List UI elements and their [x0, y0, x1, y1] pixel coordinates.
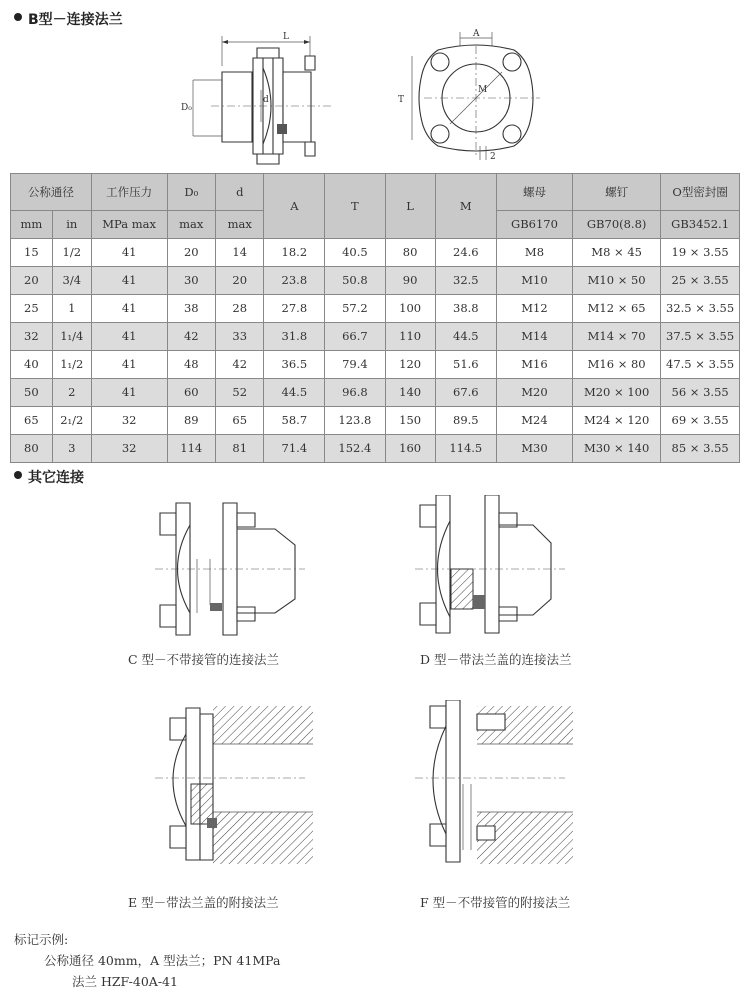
- cell-mm: 50: [11, 379, 53, 407]
- cell-A: 44.5: [264, 379, 325, 407]
- cell-D0: 20: [167, 239, 215, 267]
- caption-e-type: E 型－带法兰盖的附接法兰: [128, 895, 279, 910]
- cell-oring: 37.5 × 3.55: [661, 323, 740, 351]
- cell-A: 23.8: [264, 267, 325, 295]
- cell-M: 24.6: [435, 239, 496, 267]
- cell-screw: M8 × 45: [573, 239, 661, 267]
- cell-in: 3: [52, 435, 91, 463]
- cell-T: 57.2: [325, 295, 385, 323]
- section-heading-b-type: B型－连接法兰: [14, 9, 123, 29]
- cell-in: 1/2: [52, 239, 91, 267]
- cell-in: 3/4: [52, 267, 91, 295]
- cell-in: 1₁/4: [52, 323, 91, 351]
- marking-example-title: 标记示例:: [14, 932, 69, 947]
- cell-d: 28: [216, 295, 264, 323]
- table-row: [11, 351, 740, 379]
- cell-nut: M12: [496, 295, 572, 323]
- cell-L: 140: [385, 379, 435, 407]
- table-row: [11, 407, 740, 435]
- cell-pressure: 41: [91, 267, 167, 295]
- cell-oring: 69 × 3.55: [661, 407, 740, 435]
- cell-d: 33: [216, 323, 264, 351]
- cell-screw: M16 × 80: [573, 351, 661, 379]
- marking-example-line-2: 法兰 HZF-40A-41: [72, 974, 178, 989]
- cell-oring: 32.5 × 3.55: [661, 295, 740, 323]
- caption-d-type: D 型－带法兰盖的连接法兰: [420, 652, 572, 667]
- cell-mm: 25: [11, 295, 53, 323]
- cell-M: 44.5: [435, 323, 496, 351]
- cell-D0: 89: [167, 407, 215, 435]
- cell-in: 1: [52, 295, 91, 323]
- table-row: [11, 295, 740, 323]
- table-row: [11, 379, 740, 407]
- cell-mm: 40: [11, 351, 53, 379]
- cell-in: 2₁/2: [52, 407, 91, 435]
- cell-A: 31.8: [264, 323, 325, 351]
- cell-screw: M30 × 140: [573, 435, 661, 463]
- table-row: [11, 239, 740, 267]
- cell-D0: 30: [167, 267, 215, 295]
- cell-nut: M24: [496, 407, 572, 435]
- e-type-drawing: [155, 700, 315, 870]
- bullet-icon: [14, 471, 22, 479]
- cell-A: 36.5: [264, 351, 325, 379]
- cell-T: 40.5: [325, 239, 385, 267]
- cell-screw: M10 × 50: [573, 267, 661, 295]
- unit-max-d: max: [216, 211, 264, 239]
- cell-M: 114.5: [435, 435, 496, 463]
- std-gb70: GB70(8.8): [573, 211, 661, 239]
- col-M: M: [435, 174, 496, 239]
- cell-T: 96.8: [325, 379, 385, 407]
- cell-nut: M10: [496, 267, 572, 295]
- unit-max-D0: max: [167, 211, 215, 239]
- f-type-drawing: [415, 700, 575, 870]
- cell-mm: 65: [11, 407, 53, 435]
- cell-screw: M20 × 100: [573, 379, 661, 407]
- caption-c-type: C 型－不带接管的连接法兰: [128, 652, 280, 667]
- col-nominal-diameter: 公称通径: [11, 174, 92, 211]
- dim-label-2: 2: [490, 152, 496, 162]
- caption-f-type: F 型－不带接管的附接法兰: [420, 895, 571, 910]
- cell-A: 71.4: [264, 435, 325, 463]
- cell-d: 81: [216, 435, 264, 463]
- cell-L: 100: [385, 295, 435, 323]
- cell-M: 89.5: [435, 407, 496, 435]
- cell-pressure: 32: [91, 435, 167, 463]
- std-gb6170: GB6170: [496, 211, 572, 239]
- cell-D0: 38: [167, 295, 215, 323]
- unit-mpa: MPa max: [91, 211, 167, 239]
- cell-A: 58.7: [264, 407, 325, 435]
- cell-L: 110: [385, 323, 435, 351]
- cell-L: 150: [385, 407, 435, 435]
- c-type-drawing: [155, 495, 315, 645]
- b-type-front-view-drawing: [390, 28, 565, 168]
- col-T: T: [325, 174, 385, 239]
- cell-pressure: 41: [91, 351, 167, 379]
- cell-pressure: 41: [91, 379, 167, 407]
- dim-label-T: T: [398, 95, 405, 105]
- col-working-pressure: 工作压力: [91, 174, 167, 211]
- cell-mm: 32: [11, 323, 53, 351]
- b-type-side-view-drawing: [175, 28, 355, 168]
- spec-table: [10, 173, 740, 463]
- cell-T: 50.8: [325, 267, 385, 295]
- cell-L: 160: [385, 435, 435, 463]
- cell-nut: M30: [496, 435, 572, 463]
- cell-oring: 85 × 3.55: [661, 435, 740, 463]
- cell-pressure: 41: [91, 323, 167, 351]
- d-type-drawing: [415, 495, 575, 645]
- std-gb3452: GB3452.1: [661, 211, 740, 239]
- cell-d: 20: [216, 267, 264, 295]
- unit-mm: mm: [11, 211, 53, 239]
- cell-in: 1₁/2: [52, 351, 91, 379]
- cell-D0: 114: [167, 435, 215, 463]
- col-L: L: [385, 174, 435, 239]
- cell-D0: 48: [167, 351, 215, 379]
- col-d: d: [216, 174, 264, 211]
- bullet-icon: [14, 13, 22, 21]
- cell-nut: M20: [496, 379, 572, 407]
- cell-M: 38.8: [435, 295, 496, 323]
- table-row: [11, 267, 740, 295]
- cell-nut: M16: [496, 351, 572, 379]
- cell-M: 51.6: [435, 351, 496, 379]
- section-heading-other: 其它连接: [14, 467, 84, 487]
- cell-mm: 80: [11, 435, 53, 463]
- cell-A: 18.2: [264, 239, 325, 267]
- cell-pressure: 41: [91, 295, 167, 323]
- col-nut: 螺母: [496, 174, 572, 211]
- table-header-row-1: [11, 174, 740, 211]
- cell-d: 65: [216, 407, 264, 435]
- cell-oring: 25 × 3.55: [661, 267, 740, 295]
- cell-screw: M12 × 65: [573, 295, 661, 323]
- cell-oring: 19 × 3.55: [661, 239, 740, 267]
- cell-L: 120: [385, 351, 435, 379]
- cell-pressure: 32: [91, 407, 167, 435]
- cell-screw: M14 × 70: [573, 323, 661, 351]
- cell-T: 66.7: [325, 323, 385, 351]
- cell-nut: M14: [496, 323, 572, 351]
- dim-label-M: M: [478, 85, 488, 95]
- col-oring: O型密封圈: [661, 174, 740, 211]
- cell-in: 2: [52, 379, 91, 407]
- table-row: [11, 435, 740, 463]
- cell-d: 52: [216, 379, 264, 407]
- cell-pressure: 41: [91, 239, 167, 267]
- col-A: A: [264, 174, 325, 239]
- cell-mm: 15: [11, 239, 53, 267]
- cell-L: 90: [385, 267, 435, 295]
- cell-L: 80: [385, 239, 435, 267]
- cell-d: 42: [216, 351, 264, 379]
- cell-D0: 60: [167, 379, 215, 407]
- table-row: [11, 323, 740, 351]
- cell-T: 79.4: [325, 351, 385, 379]
- cell-oring: 56 × 3.55: [661, 379, 740, 407]
- dim-label-A: A: [473, 29, 480, 39]
- cell-screw: M24 × 120: [573, 407, 661, 435]
- cell-A: 27.8: [264, 295, 325, 323]
- dim-label-D0: D₀: [181, 103, 192, 113]
- cell-mm: 20: [11, 267, 53, 295]
- cell-M: 32.5: [435, 267, 496, 295]
- marking-example-line-1: 公称通径 40mm，A 型法兰；PN 41MPa: [44, 953, 281, 968]
- cell-M: 67.6: [435, 379, 496, 407]
- cell-nut: M8: [496, 239, 572, 267]
- cell-T: 152.4: [325, 435, 385, 463]
- cell-T: 123.8: [325, 407, 385, 435]
- col-screw: 螺钉: [573, 174, 661, 211]
- cell-oring: 47.5 × 3.55: [661, 351, 740, 379]
- cell-d: 14: [216, 239, 264, 267]
- cell-D0: 42: [167, 323, 215, 351]
- dim-label-L: L: [283, 32, 289, 42]
- col-D0: D₀: [167, 174, 215, 211]
- unit-in: in: [52, 211, 91, 239]
- dim-label-d: d: [263, 95, 269, 105]
